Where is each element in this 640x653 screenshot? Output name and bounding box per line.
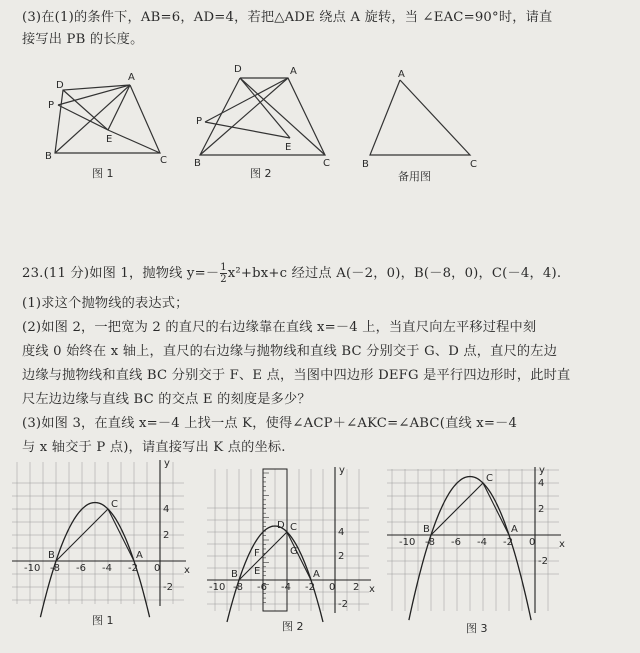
top-fig2-label-D: D — [234, 64, 242, 75]
bottom-figure-3-graph — [385, 465, 565, 615]
x-tick-label: 0 — [154, 563, 161, 574]
top-fig3-label-C: C — [470, 159, 477, 170]
point-label-G: G — [290, 546, 298, 557]
x-tick-label: -6 — [451, 537, 461, 548]
top-fig2-label-E: E — [285, 142, 292, 153]
top-figure-1 — [40, 60, 190, 170]
q23-part1: (1)求这个抛物线的表达式； — [22, 296, 189, 311]
y-axis-label: y — [339, 465, 345, 476]
x-tick-label: -2 — [305, 582, 315, 593]
q23-part2-line2: 度线 0 始终在 x 轴上，直尺的右边缘与抛物线和直线 BC 分别交于 G、D 点，直尺的左边 — [22, 344, 558, 359]
y-tick-label: 4 — [538, 478, 545, 489]
x-tick-label: -10 — [24, 563, 41, 574]
top-fig3-caption: 备用图 — [398, 170, 431, 183]
y-axis-label: y — [164, 458, 170, 469]
x-tick-label: -4 — [281, 582, 291, 593]
x-tick-label: -6 — [76, 563, 86, 574]
top-fig1-label-P: P — [48, 100, 55, 111]
x-axis-label: x — [559, 539, 565, 550]
point-label-D: D — [277, 520, 285, 531]
bottom-fig2-caption: 图 2 — [282, 620, 304, 633]
y-tick-label: 2 — [538, 504, 545, 515]
y-tick-label: 2 — [338, 551, 345, 562]
top-fig1-label-E: E — [106, 134, 113, 145]
top-fig2-label-P: P — [196, 116, 203, 127]
y-tick-label: 2 — [163, 530, 170, 541]
x-tick-label: -6 — [257, 582, 267, 593]
point-label-B: B — [231, 569, 238, 580]
grid — [12, 462, 184, 604]
top-fig1-label-D: D — [56, 80, 64, 91]
point-label-A: A — [313, 569, 320, 580]
q23-part2-line1: (2)如图 2，一把宽为 2 的直尺的右边缘靠在直线 x=－4 上，当直尺向左平移过程中刻 — [22, 320, 537, 335]
x-tick-label: -8 — [233, 582, 243, 593]
y-tick-label: -2 — [163, 582, 173, 593]
q23-part2-line3: 边缘与抛物线和直线 BC 分别交于 F、E 点，当图中四边形 DEFG 是平行四边形时，此时直 — [22, 368, 571, 383]
point-label-A: A — [511, 524, 518, 535]
y-tick-label: -2 — [538, 556, 548, 567]
point-label-C: C — [290, 522, 297, 533]
top-fig2-label-C: C — [323, 158, 330, 169]
point-label-A: A — [136, 550, 143, 561]
top-fig3-label-B: B — [362, 159, 369, 170]
top-fig1-label-B: B — [45, 151, 52, 162]
x-tick-label: -8 — [425, 537, 435, 548]
x-tick-label: -4 — [477, 537, 487, 548]
q23-header — [22, 262, 561, 285]
bottom-figure-1-graph — [10, 458, 190, 608]
x-axis-label: x — [369, 584, 375, 595]
q23-header-tail: x²+bx+c 经过点 A(－2，0)，B(－8，0)，C(－4，4). — [227, 266, 562, 281]
y-tick-label: 4 — [163, 504, 170, 515]
q23-part3-line1: (3)如图 3，在直线 x=－4 上找一点 K，使得∠ACP＋∠AKC=∠ABC(直线 x=－4 — [22, 416, 518, 431]
bottom-figure-2-graph — [205, 465, 375, 615]
x-tick-label: -2 — [128, 563, 138, 574]
point-label-B: B — [423, 524, 430, 535]
bottom-fig3-caption: 图 3 — [466, 622, 488, 635]
bottom-fig1-caption: 图 1 — [92, 614, 114, 627]
top-fig2-caption: 图 2 — [250, 167, 272, 180]
x-tick-label: -8 — [50, 563, 60, 574]
point-label-E: E — [254, 566, 261, 577]
y-axis-label: y — [539, 465, 545, 476]
top-fig3-label-A: A — [398, 69, 405, 80]
q22-part3-line1: (3)在(1)的条件下，AB=6，AD=4，若把△ADE 绕点 A 旋转，当 ∠EAC=90°时，请直 — [22, 10, 553, 25]
point-label-F: F — [254, 548, 260, 559]
top-fig1-label-C: C — [160, 155, 167, 166]
q23-header-start: 23.(11 分)如图 1，抛物线 y=－ — [22, 266, 220, 281]
q23-frac-num: 1 — [220, 262, 227, 273]
top-fig1-label-A: A — [128, 72, 135, 83]
top-figure-3 — [360, 69, 510, 185]
top-fig2-label-A: A — [290, 66, 297, 77]
x-tick-label: 0 — [329, 582, 336, 593]
x-tick-label: -10 — [399, 537, 416, 548]
point-label-C: C — [111, 499, 118, 510]
x-tick-label: -4 — [102, 563, 112, 574]
q23-frac-den: 2 — [220, 274, 227, 285]
x-tick-label: 2 — [353, 582, 360, 593]
x-axis-label: x — [184, 565, 190, 576]
point-label-C: C — [486, 473, 493, 484]
x-tick-label: 0 — [529, 537, 536, 548]
q23-part2-line4: 尺左边边缘与直线 BC 的交点 E 的刻度是多少？ — [22, 392, 311, 407]
y-tick-label: -2 — [338, 599, 348, 610]
top-fig1-caption: 图 1 — [92, 167, 114, 180]
q22-part3-line2: 接写出 PB 的长度。 — [22, 32, 144, 47]
y-tick-label: 4 — [338, 527, 345, 538]
x-tick-label: -2 — [503, 537, 513, 548]
q23-part3-line2: 与 x 轴交于 P 点)，请直接写出 K 点的坐标. — [22, 440, 286, 455]
top-figure-2 — [190, 60, 340, 170]
x-tick-label: -10 — [209, 582, 226, 593]
point-label-B: B — [48, 550, 55, 561]
top-fig2-label-B: B — [194, 158, 201, 169]
q23-fraction — [220, 262, 227, 285]
